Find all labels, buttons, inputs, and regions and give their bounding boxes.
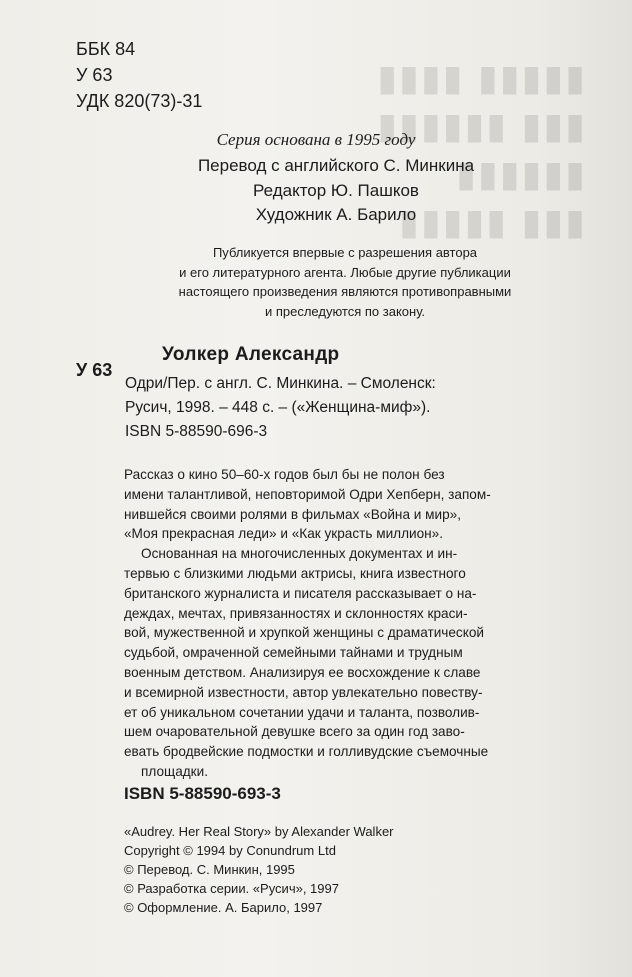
artist-credit: Художник А. Барило	[255, 205, 417, 224]
annotation-line: тервью с близкими людьми актрисы, книга известного	[124, 565, 466, 581]
editor-credit: Редактор Ю. Пашков	[253, 181, 419, 200]
rights-notice	[120, 243, 570, 321]
annotation-line: Основанная на многочисленных документах и ин-	[141, 546, 458, 562]
isbn: ISBN 5-88590-693-3	[124, 784, 281, 803]
biblio-line: ISBN 5-88590-696-3	[125, 423, 268, 440]
book-annotation	[124, 465, 584, 782]
copyright-line: Copyright © 1994 by Conundrum Ltd	[124, 843, 336, 858]
notice-line: и его литературного агента. Любые другие публикации	[179, 264, 511, 280]
annotation-line: нившейся своими ролями в фильмах «Война и мир»,	[124, 506, 461, 522]
bbk-code: ББК 84	[76, 39, 136, 59]
notice-line: Публикуется впервые с разрешения автора	[212, 245, 478, 260]
annotation-line: «Моя прекрасная леди» и «Как украсть миллион».	[124, 526, 444, 542]
annotation-line: ет об уникальном сочетании удачи и таланта, позволив-	[124, 704, 480, 720]
annotation-line: деждах, мечтах, привязанностях и склонностях краси-	[124, 605, 468, 621]
u-code: У 63	[76, 65, 113, 85]
notice-line: настоящего произведения являются противоправными	[178, 284, 512, 299]
biblio-line: Одри/Пер. с англ. С. Минкина. – Смоленск:	[125, 375, 436, 392]
biblio-line: Русич, 1998. – 448 с. – («Женщина-миф»).	[125, 399, 431, 416]
copyright-line: © Оформление. А. Барило, 1997	[124, 900, 323, 915]
show-through-texture: ▮▮▮▮▮ ▮▮▮▮ ▮▮▮ ▮▮▮▮▮▮ ▮▮▮▮▮▮ ▮▮▮ ▮▮▮▮▮	[375, 58, 585, 243]
translator-credit: Перевод с английского С. Минкина	[197, 156, 475, 175]
catalog-mark: У 63	[76, 360, 113, 380]
udk-code: УДК 820(73)-31	[76, 91, 203, 111]
annotation-line: вой, мужественной и хрупкой женщины с драматической	[124, 625, 484, 641]
copyright-line: «Audrey. Her Real Story» by Alexander Walker	[124, 824, 394, 839]
annotation-line: имени талантливой, неповторимой Одри Хепберн, запом-	[124, 486, 491, 502]
copyright-line: © Разработка серии. «Русич», 1997	[124, 881, 339, 896]
annotation-line: евать бродвейские подмостки и голливудские съемочные	[124, 744, 489, 760]
annotation-line: Рассказ о кино 50–60-х годов был бы не полон без	[124, 467, 445, 482]
series-note: Серия основана в 1995 году	[216, 130, 416, 149]
author-heading: Уолкер Александр	[162, 344, 340, 365]
annotation-line: военным детством. Анализируя ее восхождение к славе	[124, 664, 481, 680]
copyright-line: © Перевод. С. Минкин, 1995	[124, 862, 295, 877]
annotation-line: площадки.	[141, 763, 208, 779]
bibliographic-record	[125, 372, 436, 444]
annotation-line: британского журналиста и писателя рассказывает о на-	[124, 585, 477, 601]
annotation-line: шем очаровательной девушке всего за один год заво-	[124, 724, 465, 740]
annotation-line: и всемирной известности, автор увлекательно повеству-	[124, 684, 483, 700]
classification-codes	[76, 36, 202, 114]
annotation-line: судьбой, омраченной семейными тайнами и трудным	[124, 645, 463, 661]
copyright-block	[124, 822, 394, 917]
notice-line: и преследуются по закону.	[264, 303, 426, 319]
